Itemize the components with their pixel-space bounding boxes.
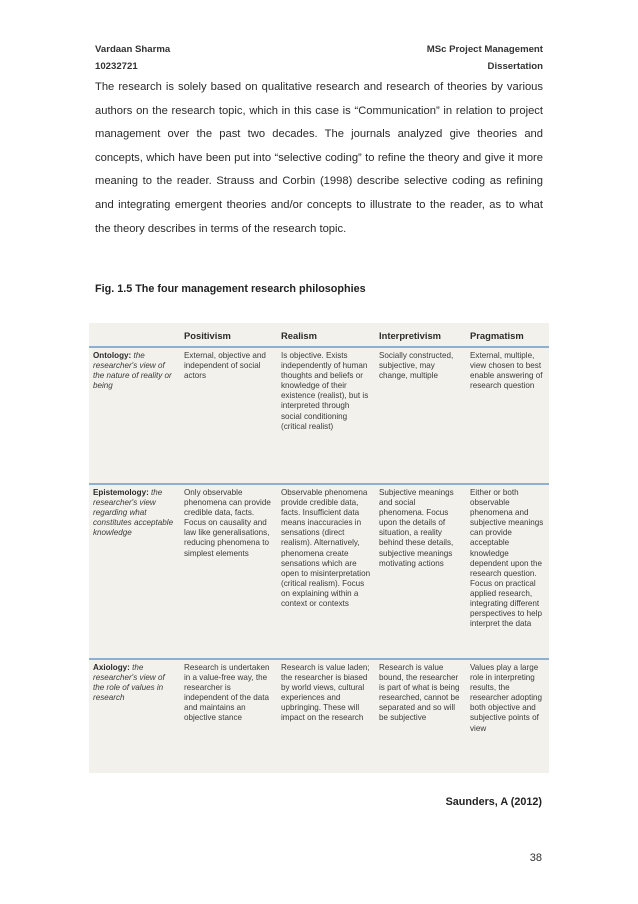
- table-cell: Observable phenomena provide credible data, facts. Insufficient data means inaccuracies in sensations (direct realism). Alternatively, phenomena create sensations which are open to misinterpretation (critical realism). Focus on explaining within a context or contexts: [277, 484, 375, 659]
- row-label-axiology: Axiology: the researcher's view of the role of values in research: [93, 663, 165, 703]
- table-cell: Only observable phenomena can provide credible data, facts. Focus on causality and law like generalisations, reducing phenomena to simplest elements: [180, 484, 277, 659]
- document-type: Dissertation: [487, 61, 543, 72]
- table-cell: External, multiple, view chosen to best enable answering of research question: [466, 347, 549, 484]
- header-left: [95, 41, 170, 75]
- author-name: Vardaan Sharma: [95, 44, 171, 55]
- table-header-row: [89, 323, 549, 347]
- table-row-ontology: [89, 347, 549, 484]
- row-label-epistemology: Epistemology: the researcher's view regarding what constitutes acceptable knowledge: [89, 484, 180, 659]
- row-label-ontology: Ontology: the researcher's view of the nature of reality or being: [89, 347, 180, 484]
- header-right: [427, 41, 543, 75]
- table-cell: Is objective. Exists independently of human thoughts and beliefs or knowledge of their existence (realist), but is interpreted through social conditioning (critical realist): [277, 347, 375, 484]
- table-cell: Research is undertaken in a value-free way, the researcher is independent of the data and maintains an objective stance: [184, 663, 270, 723]
- philosophies-figure: [89, 323, 549, 773]
- table-cell: Either or both observable phenomena and subjective meanings can provide acceptable knowledge dependent upon the research question. Focus on practical applied research, integrating different perspectives to help interpret the data: [466, 484, 549, 659]
- column-header-realism: Realism: [277, 323, 375, 347]
- table-row-axiology: [89, 659, 549, 738]
- table-row-epistemology: [89, 484, 549, 659]
- column-header-interpretivism: Interpretivism: [375, 323, 466, 347]
- column-header-positivism: Positivism: [180, 323, 277, 347]
- figure-source: Saunders, A (2012): [445, 796, 542, 808]
- page-number: 38: [529, 852, 542, 864]
- table-cell: Research is value laden; the researcher is biased by world views, cultural experiences and upbringing. These will impact on the research: [281, 663, 370, 723]
- table-cell: Research is value bound, the researcher is part of what is being researched, cannot be separated and so will be subjective: [379, 663, 460, 723]
- column-header-pragmatism: Pragmatism: [466, 323, 549, 347]
- figure-caption: Fig. 1.5 The four management research philosophies: [95, 283, 366, 295]
- table-cell: Subjective meanings and social phenomena. Focus upon the details of situation, a reality behind these details, subjective meanings motivating actions: [375, 484, 466, 659]
- course-name: MSc Project Management: [426, 44, 543, 55]
- table-cell: Values play a large role in interpreting results, the researcher adopting both objective and subjective points of view: [470, 663, 542, 733]
- philosophies-table: [89, 323, 549, 738]
- student-id: 10232721: [95, 61, 138, 72]
- body-paragraph: The research is solely based on qualitative research and research of theories by various authors on the research topic, which in this case is “Communication” in relation to project management over the past two decades. The journals analyzed give theories and concepts, which have been put into “selective coding” to refine the theory and give it more meaning to the reader. Strauss and Corbin (1998) describe selective coding as refining and integrating emergent theories and/or concepts to illustrate to the reader, as to what the theory describes in terms of the research topic.: [95, 81, 543, 235]
- table-cell: External, objective and independent of social actors: [180, 347, 277, 484]
- table-cell: Socially constructed, subjective, may change, multiple: [375, 347, 466, 484]
- column-header-blank: [89, 323, 180, 347]
